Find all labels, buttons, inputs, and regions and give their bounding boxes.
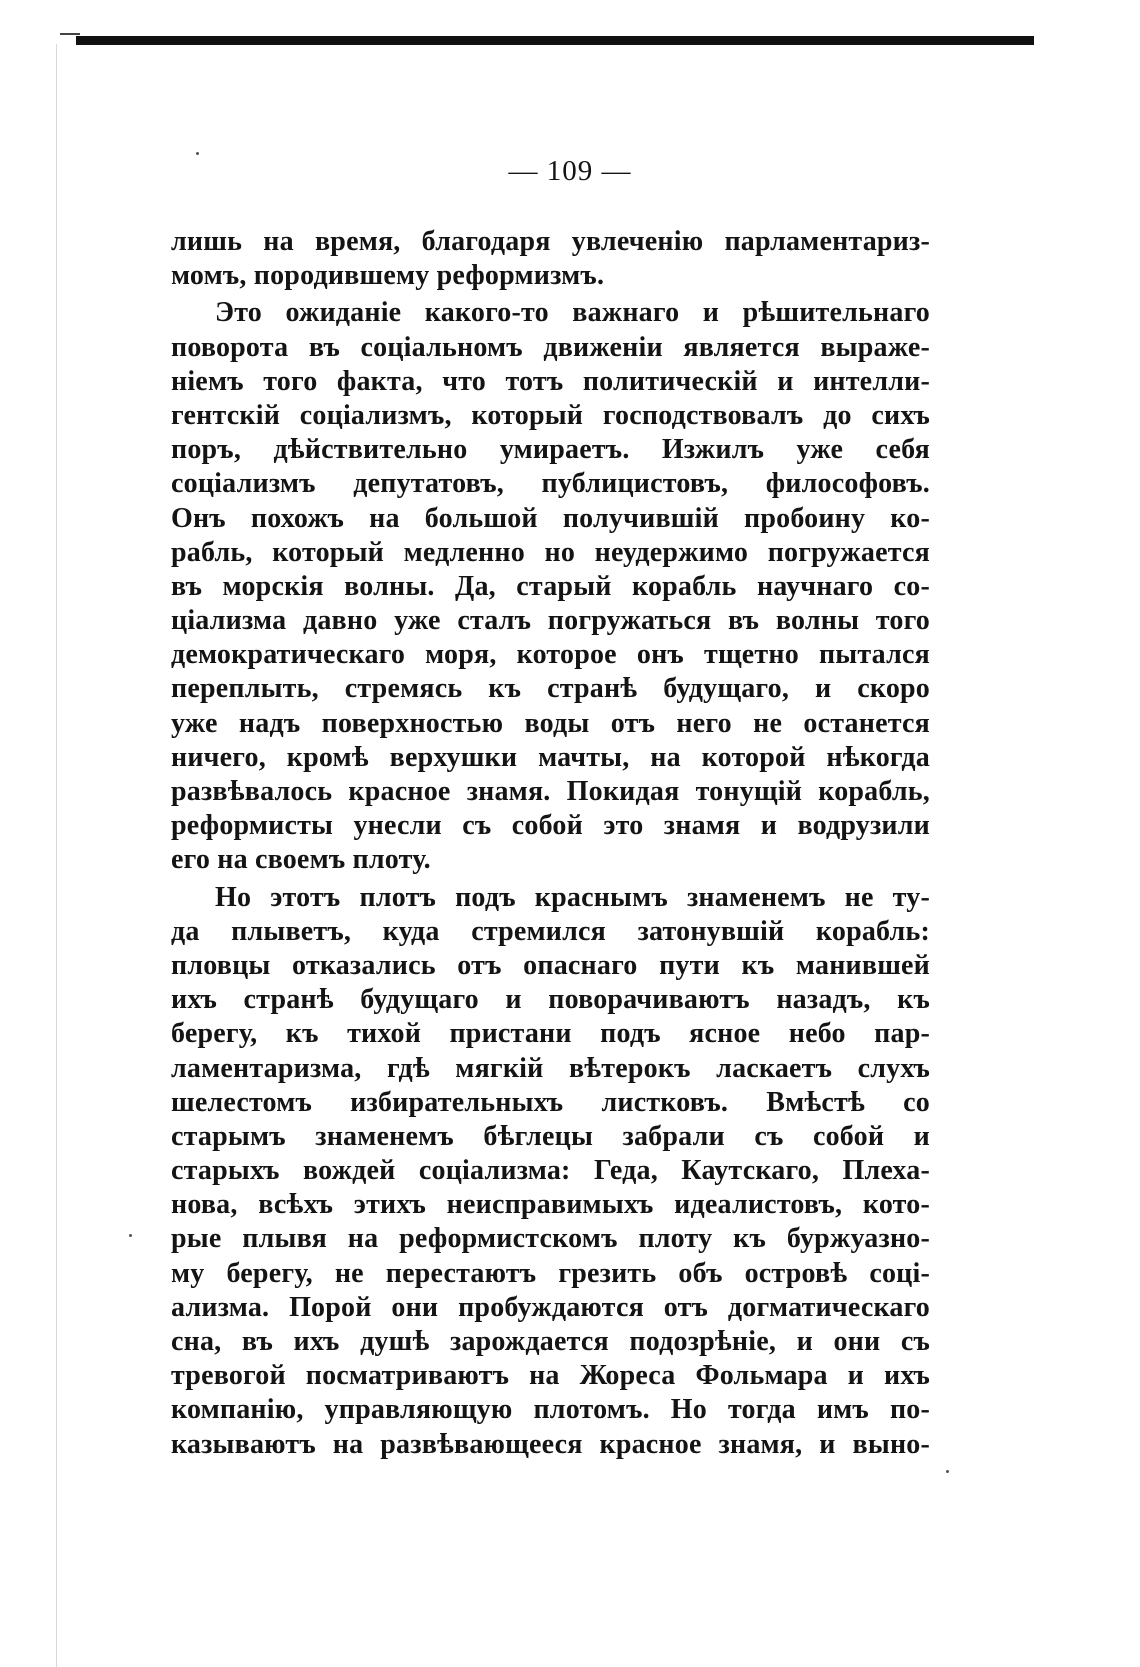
text-line: момъ, породившему реформизмъ.: [171, 260, 605, 292]
text-line: поворота въ соціальномъ движеніи является выраже-: [171, 331, 930, 363]
text-line: рабль, который медленно но неудержимо погружается: [171, 536, 930, 568]
text-line: компанію, управляющую плотомъ. Но тогда имъ по-: [171, 1394, 930, 1426]
text-line: ламентаризма, гдѣ мягкій вѣтерокъ ласкаетъ слухъ: [171, 1052, 930, 1084]
text-line: ціализма давно уже сталъ погружаться въ волны того: [171, 605, 930, 637]
text-line: да плыветъ, куда стремился затонувшій корабль:: [171, 915, 930, 947]
text-line: Но этотъ плотъ подъ краснымъ знаменемъ не ту-: [215, 881, 930, 913]
page-edge: [56, 44, 57, 1667]
text-line: уже надъ поверхностью воды отъ него не останется: [171, 707, 930, 739]
text-line: соціализмъ депутатовъ, публицистовъ, философовъ.: [171, 468, 930, 500]
text-line: сна, въ ихъ душѣ зарождается подозрѣніе, и они съ: [171, 1326, 930, 1357]
text-line: ихъ странѣ будущаго и поворачиваютъ назадъ, къ: [171, 984, 930, 1016]
top-rule: [76, 36, 1034, 45]
text-line: въ морскія волны. Да, старый корабль научнаго со-: [171, 570, 930, 602]
text-line: лишь на время, благодаря увлеченію парламентариз-: [171, 226, 930, 257]
text-line: развѣвалось красное знамя. Покидая тонущій корабль,: [171, 776, 930, 807]
text-line: старымъ знаменемъ бѣглецы забрали съ собой и: [171, 1120, 930, 1152]
text-line: пловцы отказались отъ опаснаго пути къ манившей: [171, 949, 930, 981]
text-line: ализма. Порой они пробуждаются отъ догматическаго: [171, 1291, 930, 1323]
text-line: его на своемъ плоту.: [171, 844, 431, 876]
body-text: [171, 225, 930, 1462]
text-line: рые плывя на реформистскомъ плоту къ буржуазно-: [171, 1223, 930, 1255]
paper-speck: [129, 1234, 132, 1237]
top-rule-accent: [60, 33, 80, 35]
text-line: Онъ похожъ на большой получившій пробоину ко-: [171, 502, 930, 534]
text-line: реформисты унесли съ собой это знамя и водрузили: [171, 810, 930, 842]
text-line: Это ожиданіе какого-то важнаго и рѣшительнаго: [215, 297, 930, 329]
paragraph: [171, 296, 930, 877]
paragraph: [171, 881, 930, 1462]
text-line: му берегу, не перестаютъ грезить объ островѣ соці-: [171, 1257, 930, 1289]
text-line: шелестомъ избирательныхъ листковъ. Вмѣстѣ со: [171, 1086, 930, 1118]
text-line: переплыть, стремясь къ странѣ будущаго, и скоро: [171, 673, 930, 705]
text-line: старыхъ вождей соціализма: Геда, Каутскаго, Плеха-: [171, 1155, 930, 1187]
paper-speck: [196, 152, 199, 155]
text-line: нова, всѣхъ этихъ неисправимыхъ идеалистовъ, кото-: [171, 1189, 930, 1221]
paper-speck: [946, 1470, 949, 1473]
text-line: гентскій соціализмъ, который господствовалъ до сихъ: [171, 399, 930, 431]
text-line: ничего, кромѣ верхушки мачты, на которой нѣкогда: [171, 741, 930, 773]
text-line: казываютъ на развѣвающееся красное знамя, и выно-: [171, 1428, 930, 1460]
text-line: берегу, къ тихой пристани подъ ясное небо пар-: [171, 1018, 930, 1050]
paragraph: [171, 225, 930, 293]
text-line: тревогой посматриваютъ на Жореса Фольмара и ихъ: [171, 1360, 930, 1392]
text-line: поръ, дѣйствительно умираетъ. Изжилъ уже себя: [171, 434, 930, 466]
text-line: ніемъ того факта, что тотъ политическій и интелли-: [171, 365, 930, 397]
text-line: демократическаго моря, которое онъ тщетно пытался: [171, 639, 930, 671]
page-number: — 109 —: [508, 155, 632, 187]
